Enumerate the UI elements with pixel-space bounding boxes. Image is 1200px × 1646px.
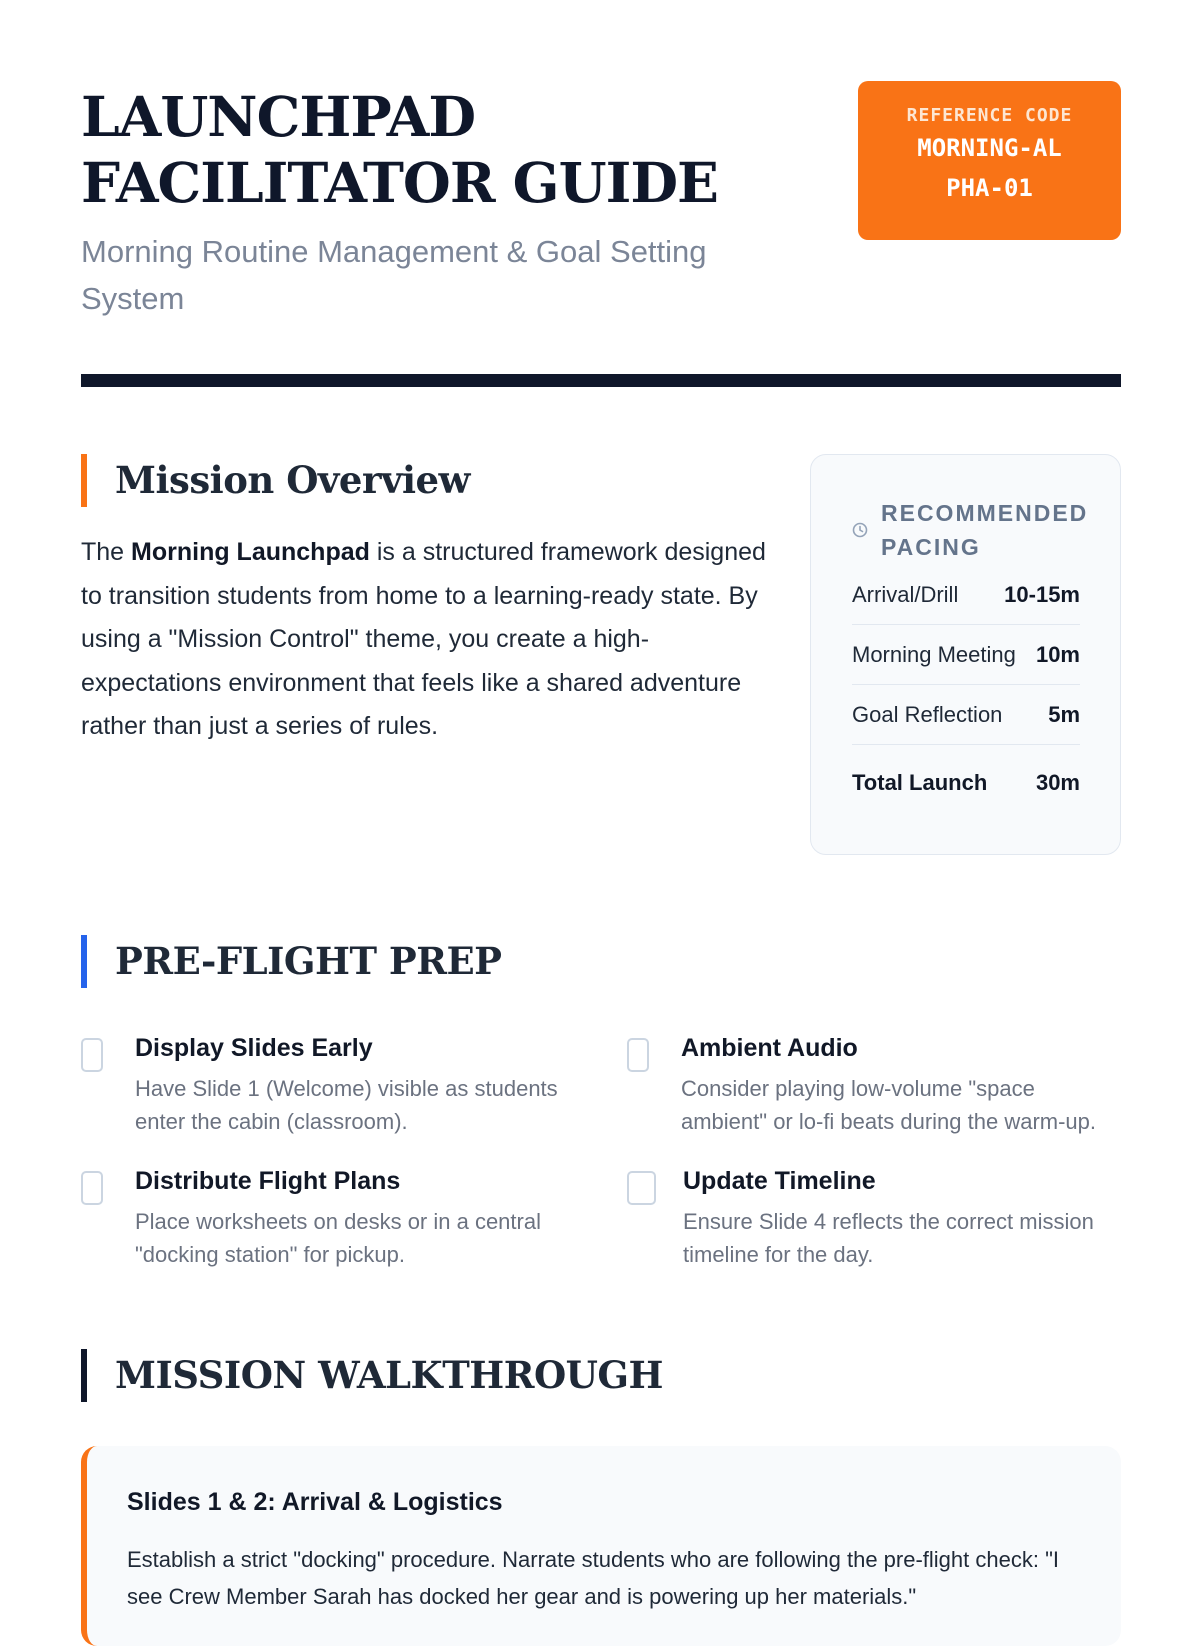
pacing-row-value: 10-15m xyxy=(1004,581,1080,607)
reference-code-value: MORNING-ALPHA-01 xyxy=(917,134,1062,202)
checkbox[interactable] xyxy=(81,1171,103,1205)
walkthrough-card-title: Slides 1 & 2: Arrival & Logistics xyxy=(127,1488,503,1516)
page-subtitle: Morning Routine Management & Goal Setting System xyxy=(81,234,707,316)
pacing-row-label: Arrival/Drill xyxy=(852,581,959,607)
pacing-total-value: 30m xyxy=(1035,770,1080,795)
pacing-card xyxy=(810,454,1121,855)
header-divider xyxy=(81,374,1121,387)
checkbox[interactable] xyxy=(627,1038,649,1072)
page-title: LAUNCHPAD FACILITATOR GUIDE xyxy=(81,84,718,215)
overview-text-end: is a structured framework designed to transition students from home to a learning-ready state. By using a "Mission Control" theme, you create a high-expectations environment that feels like a shared adventure rather than just a series of rules. xyxy=(81,538,766,740)
pacing-row-value: 5m xyxy=(1048,701,1080,727)
checklist-item-desc: Ensure Slide 4 reflects the correct mission timeline for the day. xyxy=(683,1209,1094,1267)
section-heading-prep: PRE-FLIGHT PREP xyxy=(81,935,501,988)
checklist-item-title: Distribute Flight Plans xyxy=(135,1167,401,1195)
pacing-total-row xyxy=(852,753,1080,813)
pacing-header xyxy=(852,496,1092,564)
section-heading-walkthrough: MISSION WALKTHROUGH xyxy=(81,1349,663,1402)
checklist-item-desc: Place worksheets on desks or in a central "docking station" for pickup. xyxy=(135,1209,541,1267)
pacing-row-label: Goal Reflection xyxy=(852,701,1003,727)
overview-paragraph xyxy=(81,531,771,749)
pacing-row-value: 10m xyxy=(1035,641,1080,667)
reference-code-badge xyxy=(858,81,1121,240)
pacing-row-label: Morning Meeting xyxy=(852,641,1016,667)
pacing-total-label: Total Launch xyxy=(852,770,988,795)
pacing-title: RECOMMENDED PACING xyxy=(881,500,1089,560)
checkbox[interactable] xyxy=(627,1171,656,1205)
section-heading-overview: Mission Overview xyxy=(81,454,470,507)
walkthrough-card-text: Establish a strict "docking" procedure. Narrate students who are following the pre-flight check: "I see Crew Member Sarah has docked her gear and is powering up her materials." xyxy=(127,1547,1059,1609)
checklist-item-title: Display Slides Early xyxy=(135,1034,373,1062)
pacing-row xyxy=(852,565,1080,625)
walkthrough-card xyxy=(81,1446,1121,1646)
checklist-item-title: Ambient Audio xyxy=(681,1034,858,1062)
clock-icon xyxy=(852,522,868,538)
checklist-item-desc: Consider playing low-volume "space ambient" or lo-fi beats during the warm-up. xyxy=(681,1076,1097,1134)
overview-text-bold: Morning Launchpad xyxy=(131,538,370,566)
pacing-row xyxy=(852,625,1080,685)
pacing-row xyxy=(852,685,1080,745)
checklist-item-desc: Have Slide 1 (Welcome) visible as students enter the cabin (classroom). xyxy=(135,1076,558,1134)
checkbox[interactable] xyxy=(81,1038,103,1072)
reference-code-label: REFERENCE CODE xyxy=(906,105,1073,126)
overview-text-start: The xyxy=(81,538,132,566)
checklist-item-title: Update Timeline xyxy=(683,1167,876,1195)
